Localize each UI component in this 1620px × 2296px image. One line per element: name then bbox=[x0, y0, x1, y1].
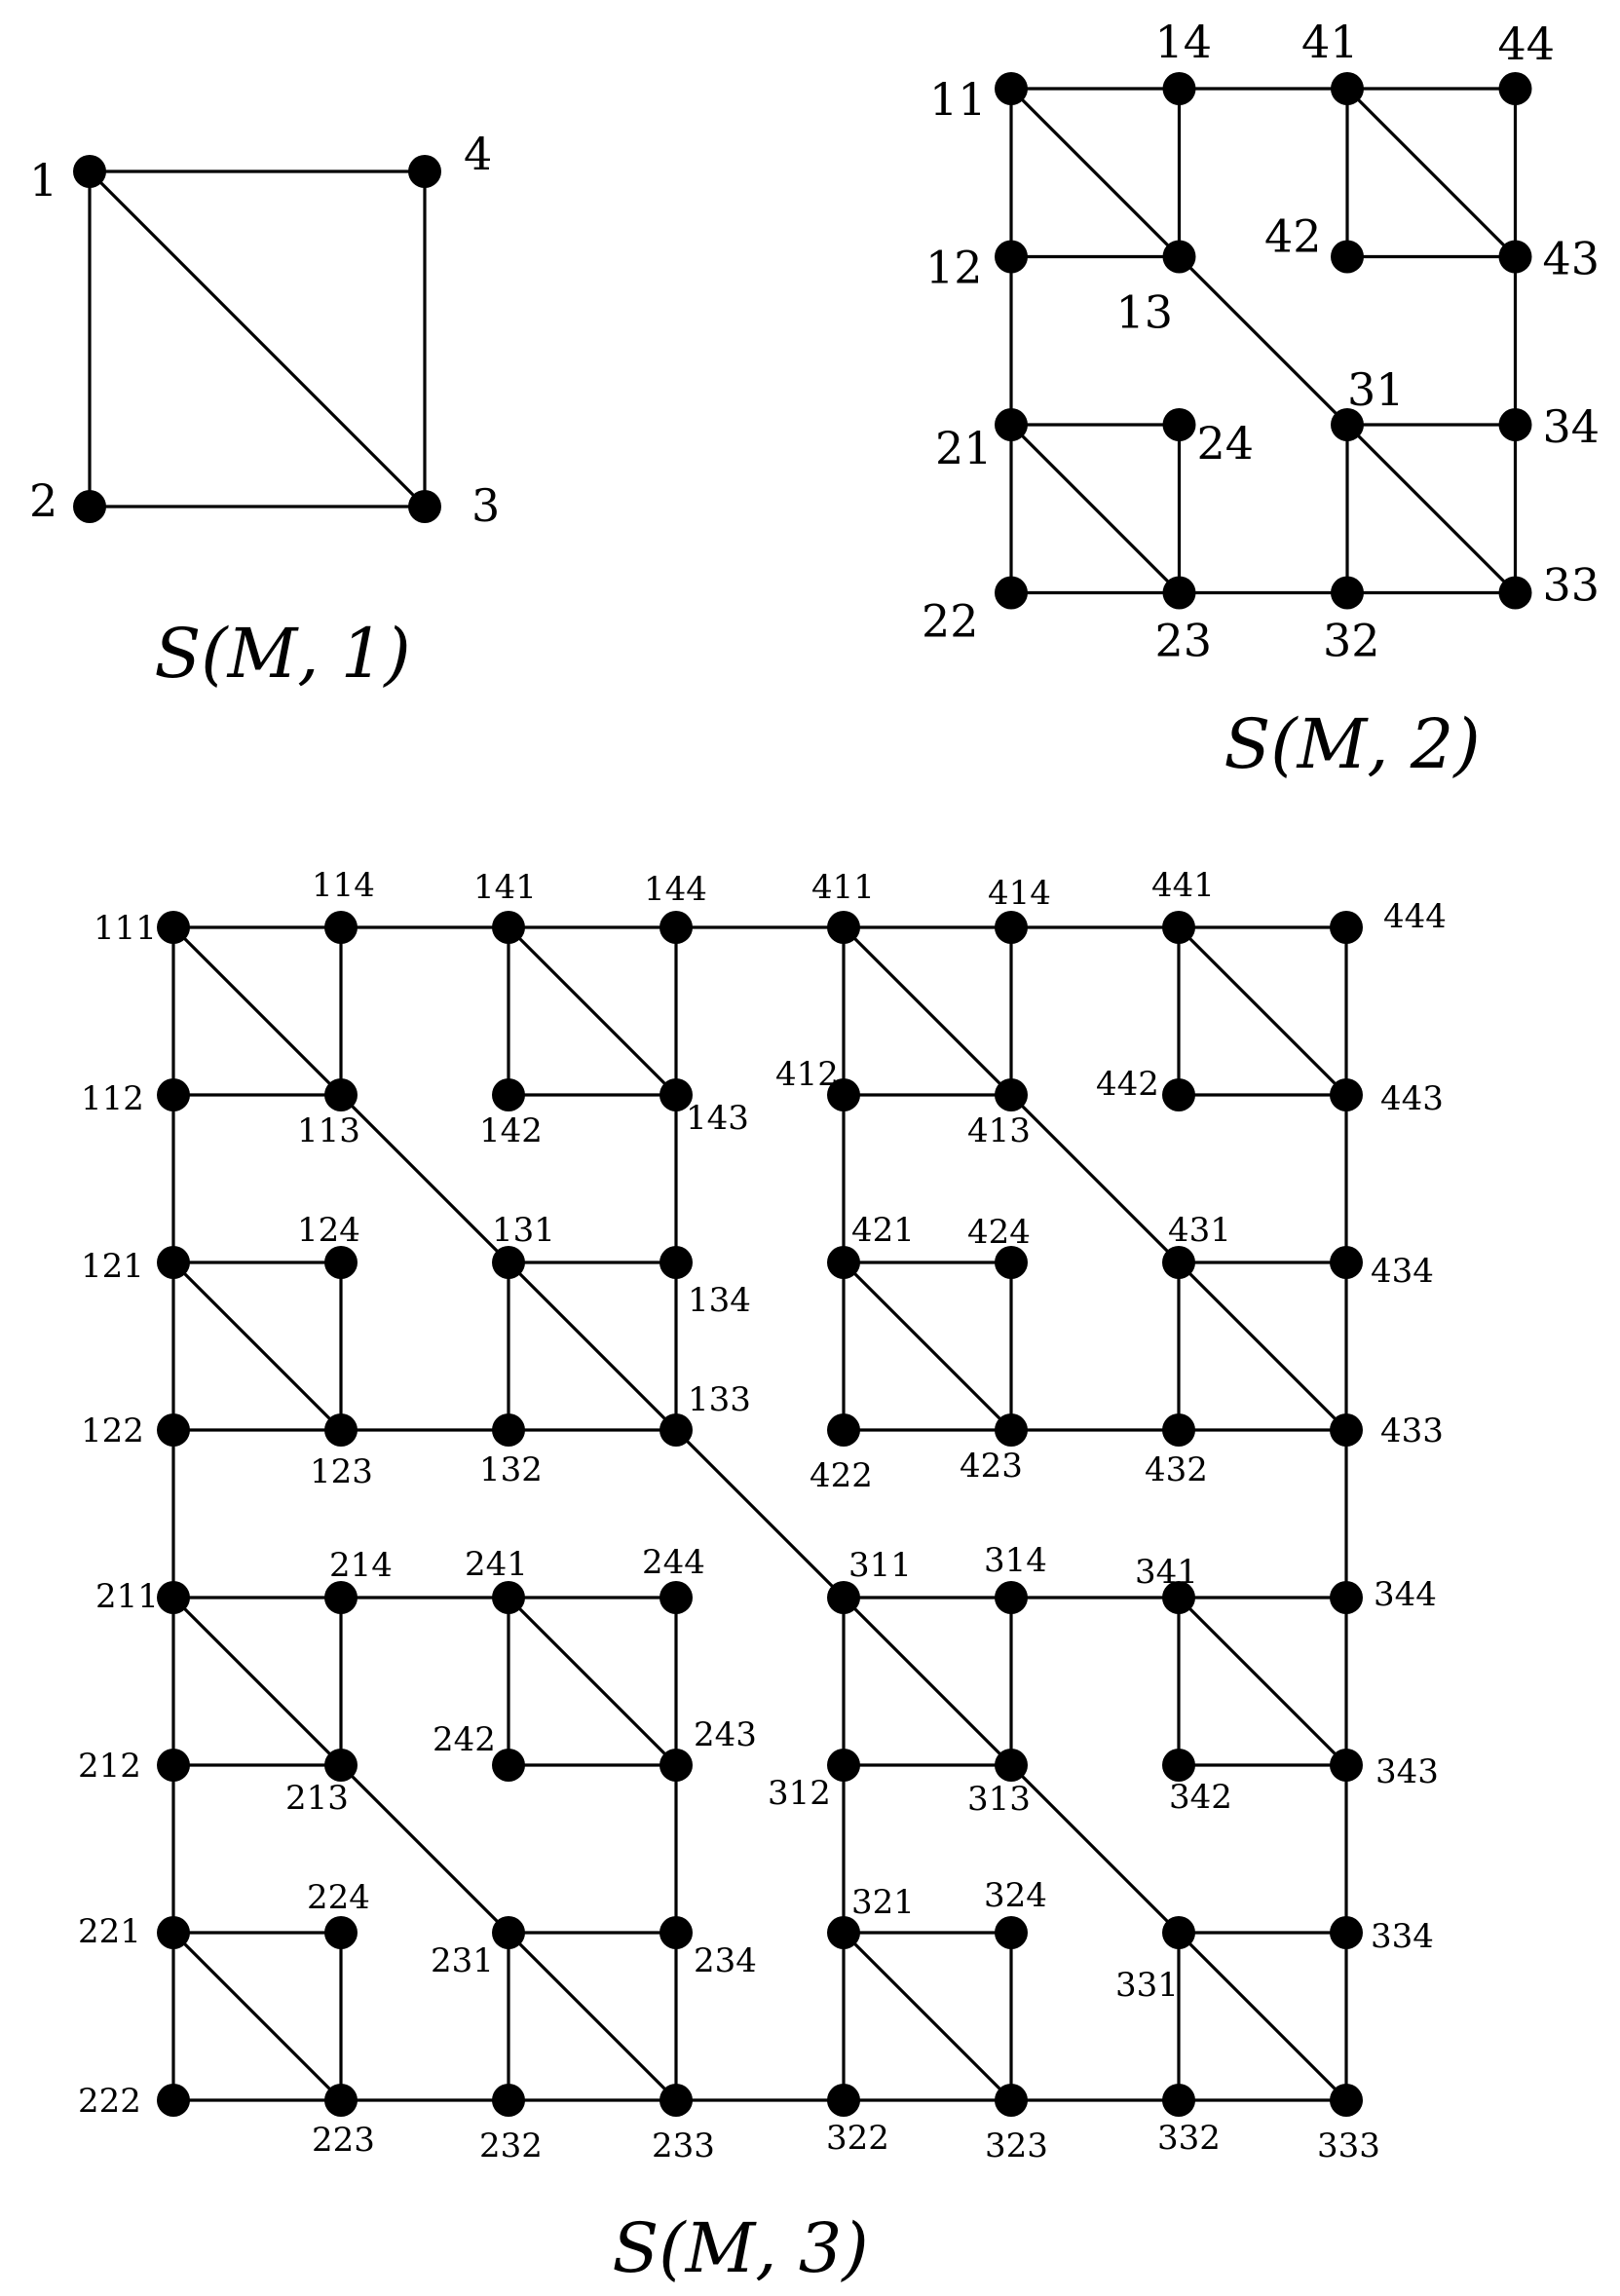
node-label-343: 343 bbox=[1375, 1752, 1439, 1791]
caption-s-m-2: S(M, 2) bbox=[1224, 704, 1481, 784]
node-344 bbox=[1330, 1581, 1363, 1614]
node-label-42: 42 bbox=[1264, 209, 1322, 263]
node-label-12: 12 bbox=[925, 241, 983, 294]
edge-331-333 bbox=[1179, 1933, 1346, 2100]
node-label-244: 244 bbox=[642, 1543, 705, 1582]
node-224 bbox=[324, 1916, 358, 1949]
node-label-114: 114 bbox=[312, 866, 375, 905]
node-121 bbox=[157, 1246, 190, 1279]
node-label-214: 214 bbox=[329, 1546, 393, 1585]
node-444 bbox=[1330, 911, 1363, 944]
node-234 bbox=[659, 1916, 693, 1949]
node-322 bbox=[827, 2084, 860, 2117]
node-342 bbox=[1162, 1749, 1195, 1782]
edge-411-413 bbox=[844, 927, 1011, 1095]
edge-41-43 bbox=[1347, 89, 1516, 257]
node-label-134: 134 bbox=[688, 1281, 751, 1320]
node-114 bbox=[324, 911, 358, 944]
edge-13-31 bbox=[1180, 257, 1348, 426]
node-244 bbox=[659, 1581, 693, 1614]
node-314 bbox=[995, 1581, 1028, 1614]
node-label-344: 344 bbox=[1374, 1575, 1437, 1614]
node-214 bbox=[324, 1581, 358, 1614]
node-442 bbox=[1162, 1078, 1195, 1111]
node-label-122: 122 bbox=[81, 1411, 144, 1450]
edge-421-423 bbox=[844, 1262, 1011, 1430]
edge-21-23 bbox=[1011, 425, 1180, 593]
node-label-133: 133 bbox=[688, 1380, 751, 1419]
node-label-211: 211 bbox=[95, 1577, 159, 1616]
node-label-143: 143 bbox=[686, 1099, 749, 1138]
edge-231-233 bbox=[509, 1933, 676, 2100]
node-233 bbox=[659, 2084, 693, 2117]
node-label-324: 324 bbox=[984, 1876, 1047, 1915]
node-124 bbox=[324, 1246, 358, 1279]
node-413 bbox=[995, 1078, 1028, 1111]
node-label-441: 441 bbox=[1151, 866, 1215, 905]
node-label-314: 314 bbox=[984, 1541, 1047, 1580]
node-label-213: 213 bbox=[285, 1779, 349, 1818]
node-label-123: 123 bbox=[310, 1452, 373, 1491]
node-label-432: 432 bbox=[1145, 1450, 1208, 1489]
node-343 bbox=[1330, 1749, 1363, 1782]
node-12 bbox=[995, 241, 1028, 274]
node-label-444: 444 bbox=[1383, 897, 1447, 936]
node-111 bbox=[157, 911, 190, 944]
node-label-224: 224 bbox=[307, 1878, 370, 1917]
node-label-24: 24 bbox=[1196, 417, 1255, 470]
caption-s-m-3: S(M, 3) bbox=[612, 2208, 869, 2288]
node-334 bbox=[1330, 1916, 1363, 1949]
node-label-232: 232 bbox=[479, 2127, 543, 2165]
node-333 bbox=[1330, 2084, 1363, 2117]
node-243 bbox=[659, 1749, 693, 1782]
node-label-332: 332 bbox=[1157, 2119, 1221, 2158]
node-label-423: 423 bbox=[960, 1447, 1023, 1486]
node-label-121: 121 bbox=[81, 1247, 144, 1286]
node-label-112: 112 bbox=[81, 1079, 144, 1118]
node-label-442: 442 bbox=[1096, 1065, 1159, 1104]
node-label-144: 144 bbox=[644, 870, 707, 909]
node-433 bbox=[1330, 1413, 1363, 1447]
node-324 bbox=[995, 1916, 1028, 1949]
node-label-32: 32 bbox=[1323, 614, 1380, 667]
node-label-34: 34 bbox=[1542, 400, 1601, 453]
node-label-41: 41 bbox=[1301, 16, 1359, 68]
node-323 bbox=[995, 2084, 1028, 2117]
node-141 bbox=[492, 911, 525, 944]
caption-s-m-1: S(M, 1) bbox=[154, 614, 411, 694]
node-21 bbox=[995, 408, 1028, 441]
node-222 bbox=[157, 2084, 190, 2117]
node-label-222: 222 bbox=[78, 2082, 141, 2121]
node-421 bbox=[827, 1246, 860, 1279]
edge-311-313 bbox=[844, 1598, 1011, 1765]
graph-s-m-1 bbox=[29, 128, 500, 532]
node-label-43: 43 bbox=[1542, 232, 1601, 285]
node-43 bbox=[1499, 241, 1532, 274]
node-label-4: 4 bbox=[464, 128, 493, 180]
node-332 bbox=[1162, 2084, 1195, 2117]
node-33 bbox=[1499, 577, 1532, 610]
edge-431-433 bbox=[1179, 1262, 1346, 1430]
node-label-221: 221 bbox=[78, 1912, 141, 1951]
graph-s-m-3 bbox=[78, 866, 1447, 2165]
node-label-33: 33 bbox=[1542, 558, 1601, 612]
node-label-13: 13 bbox=[1115, 285, 1174, 339]
node-331 bbox=[1162, 1916, 1195, 1949]
node-label-424: 424 bbox=[967, 1213, 1031, 1252]
node-label-242: 242 bbox=[433, 1720, 496, 1759]
node-label-31: 31 bbox=[1347, 363, 1405, 416]
node-122 bbox=[157, 1413, 190, 1447]
node-label-312: 312 bbox=[768, 1774, 831, 1813]
node-label-3: 3 bbox=[471, 479, 501, 532]
node-22 bbox=[995, 577, 1028, 610]
node-label-433: 433 bbox=[1380, 1411, 1444, 1450]
node-24 bbox=[1163, 408, 1196, 441]
node-label-23: 23 bbox=[1154, 614, 1213, 667]
node-label-311: 311 bbox=[848, 1546, 912, 1585]
node-144 bbox=[659, 911, 693, 944]
node-34 bbox=[1499, 408, 1532, 441]
edge-11-13 bbox=[1011, 89, 1180, 257]
node-label-2: 2 bbox=[29, 474, 58, 527]
node-label-142: 142 bbox=[479, 1111, 543, 1150]
node-112 bbox=[157, 1078, 190, 1111]
node-label-422: 422 bbox=[810, 1456, 873, 1495]
edge-141-143 bbox=[509, 927, 676, 1095]
node-label-22: 22 bbox=[922, 594, 979, 648]
node-14 bbox=[1163, 72, 1196, 105]
edge-413-431 bbox=[1011, 1095, 1179, 1262]
edge-441-443 bbox=[1179, 927, 1346, 1095]
edge-31-33 bbox=[1347, 425, 1516, 593]
node-label-11: 11 bbox=[929, 73, 987, 126]
edge-111-113 bbox=[173, 927, 341, 1095]
edge-121-123 bbox=[173, 1262, 341, 1430]
node-422 bbox=[827, 1413, 860, 1447]
node-label-421: 421 bbox=[851, 1211, 915, 1250]
edge-341-343 bbox=[1179, 1598, 1346, 1765]
node-label-113: 113 bbox=[297, 1111, 360, 1150]
node-42 bbox=[1331, 241, 1364, 274]
node-label-331: 331 bbox=[1115, 1966, 1179, 2005]
node-label-341: 341 bbox=[1135, 1553, 1198, 1592]
node-311 bbox=[827, 1581, 860, 1614]
node-label-434: 434 bbox=[1371, 1252, 1434, 1291]
node-432 bbox=[1162, 1413, 1195, 1447]
node-44 bbox=[1499, 72, 1532, 105]
edge-1-3 bbox=[90, 171, 425, 507]
edge-221-223 bbox=[173, 1933, 341, 2100]
node-label-223: 223 bbox=[312, 2121, 375, 2160]
node-231 bbox=[492, 1916, 525, 1949]
node-213 bbox=[324, 1749, 358, 1782]
node-441 bbox=[1162, 911, 1195, 944]
node-414 bbox=[995, 911, 1028, 944]
node-242 bbox=[492, 1749, 525, 1782]
node-label-411: 411 bbox=[811, 868, 875, 907]
node-label-243: 243 bbox=[694, 1715, 757, 1754]
node-label-44: 44 bbox=[1497, 18, 1556, 70]
node-11 bbox=[995, 72, 1028, 105]
node-label-443: 443 bbox=[1380, 1079, 1444, 1118]
node-label-334: 334 bbox=[1371, 1917, 1434, 1956]
node-113 bbox=[324, 1078, 358, 1111]
edge-321-323 bbox=[844, 1933, 1011, 2100]
node-label-342: 342 bbox=[1169, 1778, 1232, 1817]
node-label-14: 14 bbox=[1154, 16, 1213, 68]
node-label-313: 313 bbox=[967, 1780, 1031, 1819]
node-131 bbox=[492, 1246, 525, 1279]
node-label-231: 231 bbox=[431, 1941, 494, 1980]
node-221 bbox=[157, 1916, 190, 1949]
node-312 bbox=[827, 1749, 860, 1782]
node-13 bbox=[1163, 241, 1196, 274]
node-32 bbox=[1331, 577, 1364, 610]
node-label-234: 234 bbox=[694, 1941, 757, 1980]
node-label-21: 21 bbox=[935, 422, 993, 474]
node-313 bbox=[995, 1749, 1028, 1782]
node-label-131: 131 bbox=[492, 1211, 555, 1250]
node-434 bbox=[1330, 1246, 1363, 1279]
node-443 bbox=[1330, 1078, 1363, 1111]
node-label-322: 322 bbox=[826, 2119, 889, 2158]
node-2 bbox=[73, 490, 106, 523]
node-223 bbox=[324, 2084, 358, 2117]
edge-241-243 bbox=[509, 1598, 676, 1765]
node-label-132: 132 bbox=[479, 1450, 543, 1489]
node-134 bbox=[659, 1246, 693, 1279]
node-3 bbox=[408, 490, 441, 523]
node-423 bbox=[995, 1413, 1028, 1447]
node-label-414: 414 bbox=[988, 874, 1051, 913]
node-212 bbox=[157, 1749, 190, 1782]
node-232 bbox=[492, 2084, 525, 2117]
node-label-212: 212 bbox=[78, 1747, 141, 1786]
node-241 bbox=[492, 1581, 525, 1614]
node-label-412: 412 bbox=[775, 1055, 839, 1094]
node-label-141: 141 bbox=[473, 868, 537, 907]
node-label-431: 431 bbox=[1168, 1211, 1231, 1250]
node-431 bbox=[1162, 1246, 1195, 1279]
node-411 bbox=[827, 911, 860, 944]
node-label-241: 241 bbox=[465, 1545, 528, 1584]
node-1 bbox=[73, 155, 106, 188]
graph-s-m-2 bbox=[922, 16, 1600, 667]
node-41 bbox=[1331, 72, 1364, 105]
node-132 bbox=[492, 1413, 525, 1447]
node-label-1: 1 bbox=[29, 154, 58, 207]
node-211 bbox=[157, 1581, 190, 1614]
node-label-333: 333 bbox=[1317, 2127, 1380, 2165]
node-label-124: 124 bbox=[297, 1211, 360, 1250]
edge-211-213 bbox=[173, 1598, 341, 1765]
node-142 bbox=[492, 1078, 525, 1111]
node-label-111: 111 bbox=[94, 909, 157, 948]
node-label-321: 321 bbox=[851, 1883, 915, 1922]
node-label-323: 323 bbox=[985, 2127, 1048, 2165]
edge-131-133 bbox=[509, 1262, 676, 1430]
node-label-233: 233 bbox=[652, 2127, 715, 2165]
node-4 bbox=[408, 155, 441, 188]
node-123 bbox=[324, 1413, 358, 1447]
node-label-413: 413 bbox=[967, 1111, 1031, 1150]
node-23 bbox=[1163, 577, 1196, 610]
